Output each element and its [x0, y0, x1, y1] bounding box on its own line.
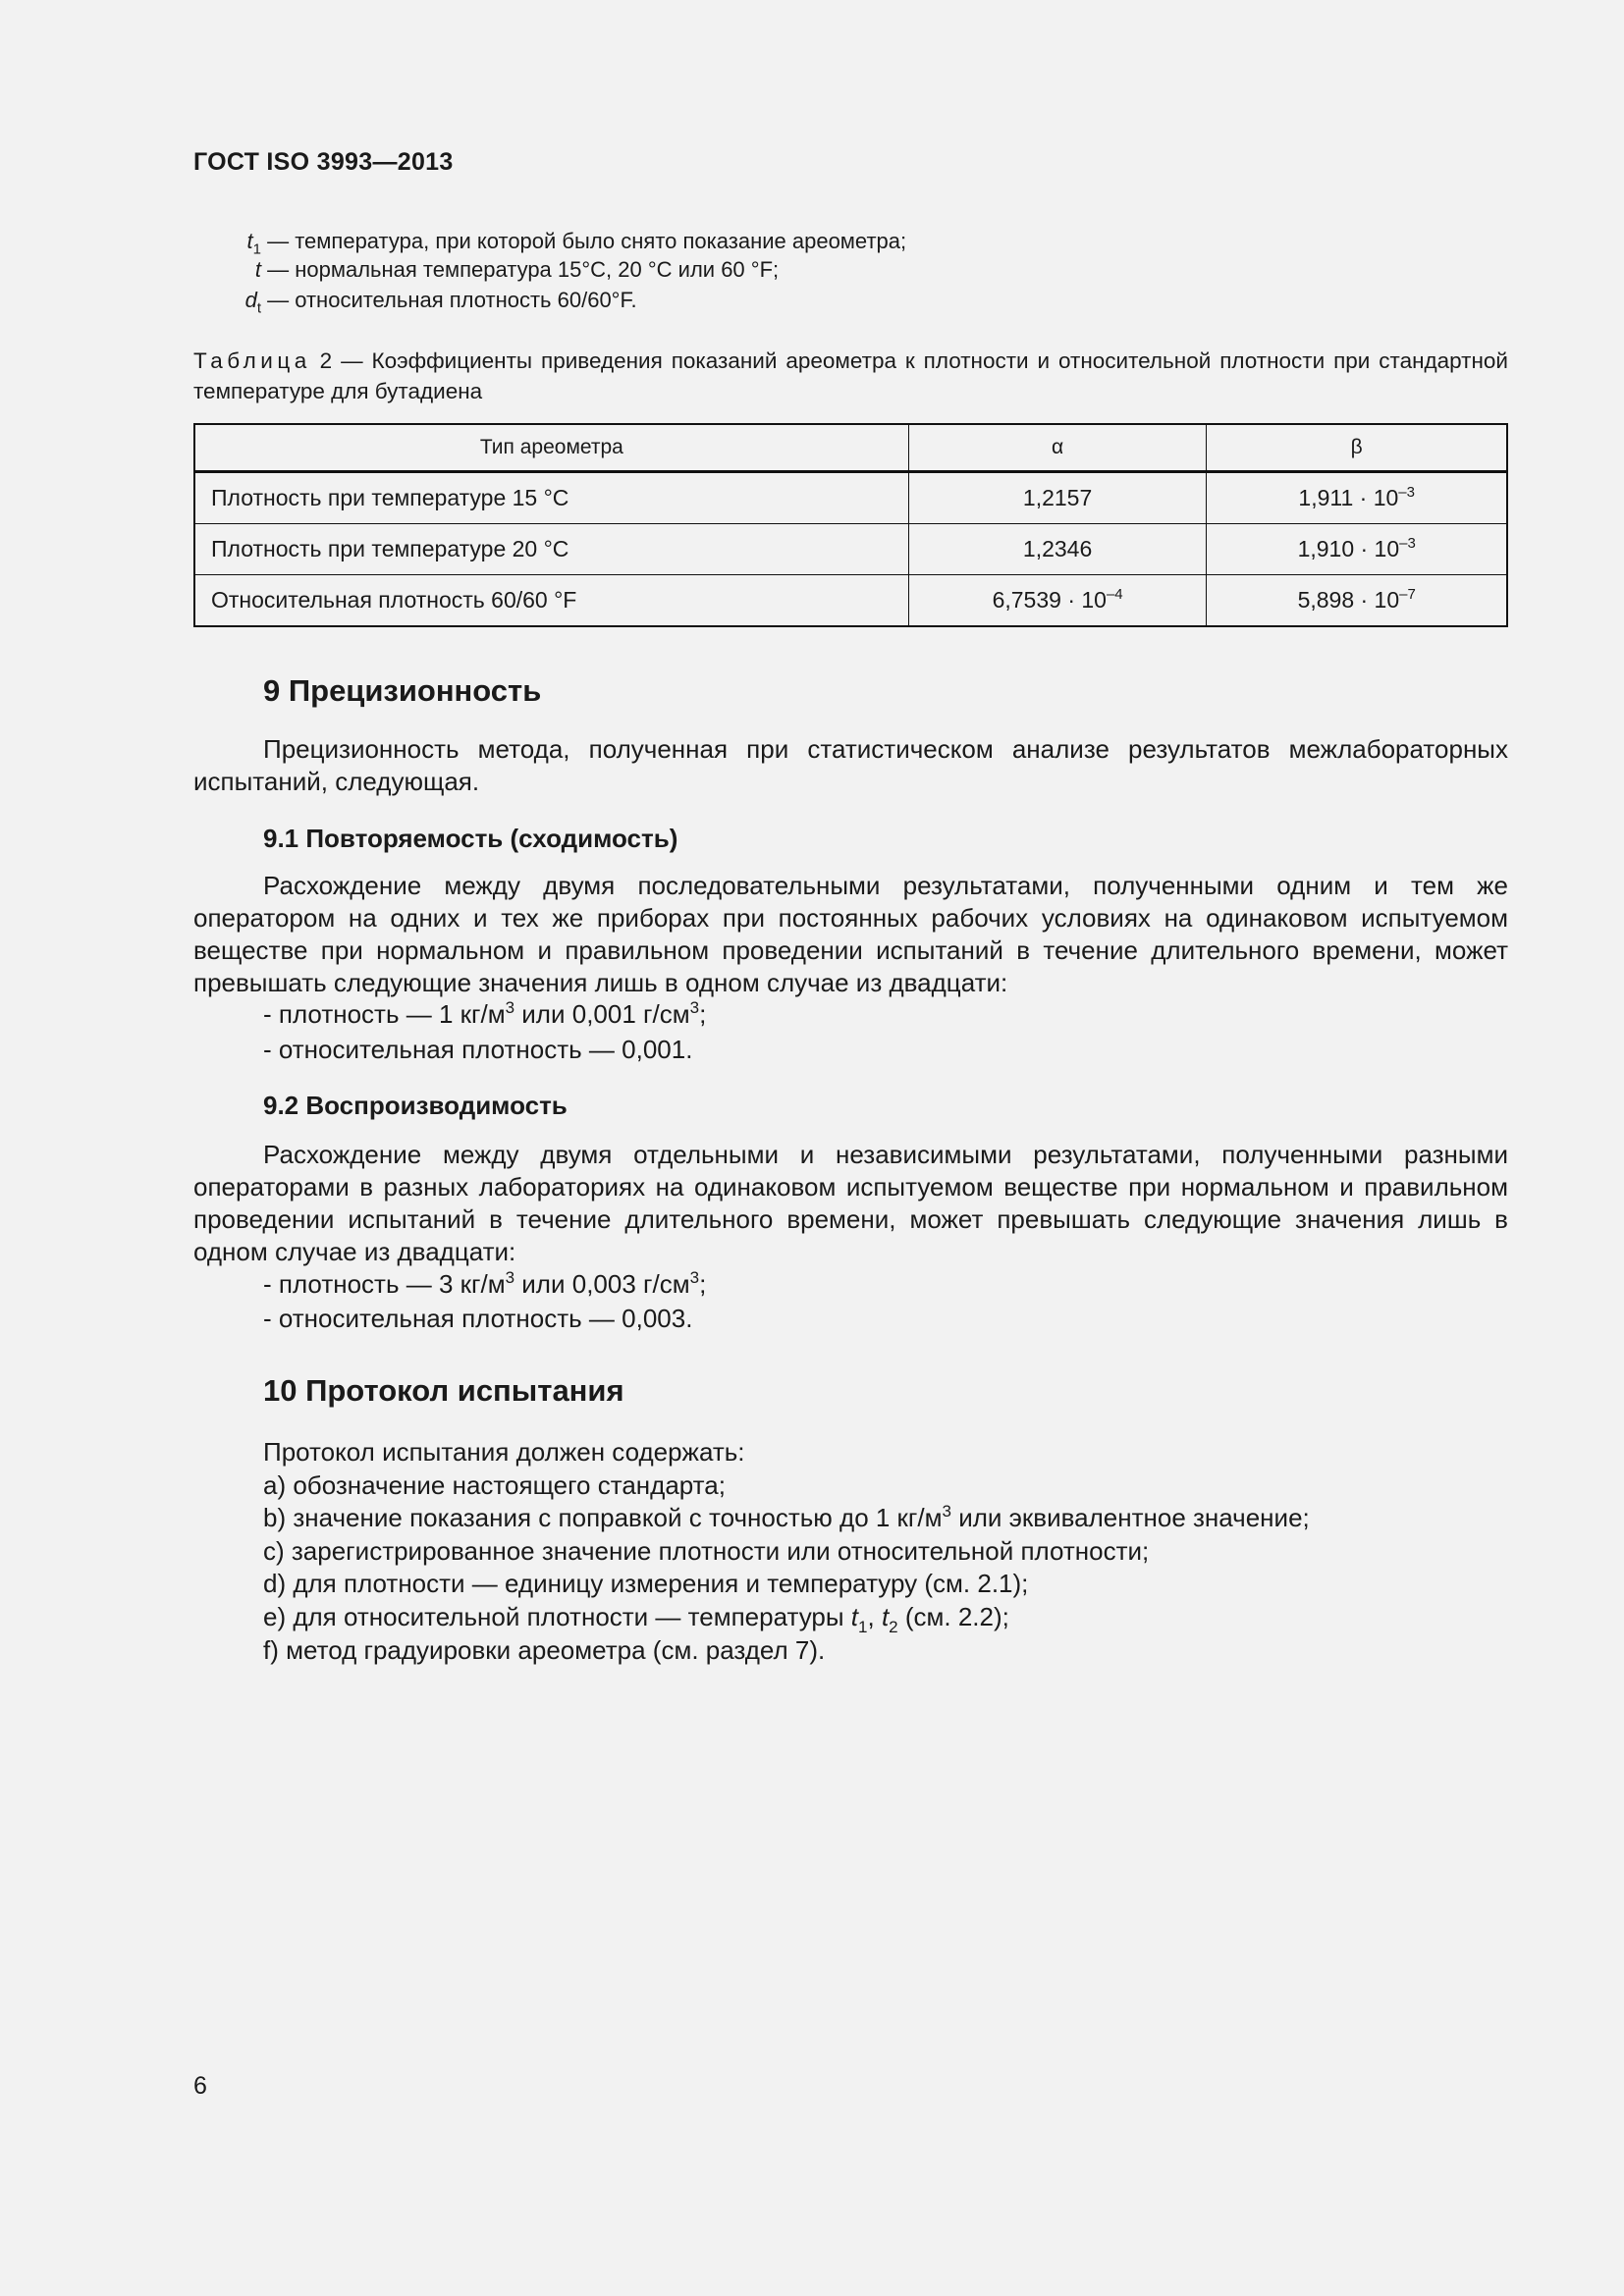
header-hydrometer-type: Тип ареометра — [194, 424, 908, 472]
section-10-intro: Протокол испытания должен содержать: — [263, 1437, 745, 1467]
table-row — [194, 575, 1507, 627]
coefficients-table — [193, 423, 1508, 627]
section-9-1-item-density: - плотность — 1 $кг/м^3$ или 0,001 $г/см^3$; — [263, 998, 707, 1029]
table-row — [194, 472, 1507, 524]
section-9-1-title: 9.1 Повторяемость (сходимость) — [263, 824, 678, 853]
section-10-item-f: f) метод градуировки ареометра (см. раздел 7). — [263, 1635, 826, 1665]
section-9-2-item-density: - плотность — 3 $кг/м^3$ или 0,003 $г/см^3$; — [263, 1268, 707, 1299]
section-9-1-item-relative: - относительная плотность — 0,001. — [263, 1035, 693, 1064]
table-caption: Таблица 2 — Коэффициенты приведения показаний ареометра к плотности и относительной плотности при стандартной температуре для бутадиена — [193, 348, 1508, 403]
section-10-item-e: е) для относительной плотности — температуры $t_1$, $t_2$ (см. 2.2); — [263, 1602, 1009, 1636]
alpha-value: $6,7539 \cdot 10^{-4}$ — [908, 575, 1207, 627]
section-10-item-c: с) зарегистрированное значение плотности или относительной плотности; — [263, 1536, 1150, 1566]
header-alpha: α — [908, 424, 1207, 472]
row-name: Плотность при температуре 15 °С — [194, 472, 908, 524]
standard-code: ГОСТ ISO 3993—2013 — [193, 148, 454, 176]
section-10-item-d: d) для плотности — единицу измерения и температуру (см. 2.1); — [263, 1569, 1029, 1598]
beta-value: $5,898 \cdot 10^{-7}$ — [1207, 575, 1507, 627]
section-10-title: 10 Протокол испытания — [263, 1373, 624, 1408]
section-9-intro: Прецизионность метода, полученная при статистическом анализе результатов межлабораторных испытаний, следующая. — [193, 734, 1508, 796]
definition-t: t — нормальная температура 15°С, 20 °С или 60 °F; — [254, 257, 780, 282]
page-number: 6 — [193, 2072, 207, 2100]
table-header-row — [194, 424, 1507, 472]
section-9-1-text: Расхождение между двумя последовательными результатами, полученными одним и тем же оператором на одних и тех же приборах при постоянных рабочих условиях на одинаковом испытуемом веществе при нормальном и правильном проведении испытаний в течение длительного времени, может превышать следующие значения лишь в одном случае из двадцати: — [193, 871, 1508, 997]
alpha-value: 1,2346 — [908, 524, 1207, 575]
header-beta: β — [1207, 424, 1507, 472]
section-10-item-a: а) обозначение настоящего стандарта; — [263, 1470, 726, 1500]
row-name: Плотность при температуре 20 °С — [194, 524, 908, 575]
beta-value: $1,910 \cdot 10^{-3}$ — [1207, 524, 1507, 575]
section-9-2-text: Расхождение между двумя отдельными и независимыми результатами, полученными разными операторами в разных лабораториях на одинаковом испытуемом веществе при нормальном и правильном проведении испытаний в течение длительного времени, может превышать следующие значения лишь в одном случае из двадцати: — [193, 1140, 1508, 1266]
definition-dt: $d_t$ — относительная плотность 60/60°F. — [244, 288, 637, 317]
section-9-2-title: 9.2 Воспроизводимость — [263, 1091, 568, 1120]
table-row — [194, 524, 1507, 575]
section-10-item-b: b) значение показания с поправкой с точностью до 1 $кг/м^3$ или эквивалентное значение; — [263, 1502, 1310, 1532]
row-name: Относительная плотность 60/60 °F — [194, 575, 908, 627]
definition-t1: $t_1$ — температура, при которой было снято показание ареометра; — [246, 229, 907, 258]
beta-value: $1,911 \cdot 10^{-3}$ — [1207, 472, 1507, 524]
section-9-2-item-relative: - относительная плотность — 0,003. — [263, 1304, 693, 1333]
alpha-value: 1,2157 — [908, 472, 1207, 524]
section-9-title: 9 Прецизионность — [263, 673, 542, 708]
